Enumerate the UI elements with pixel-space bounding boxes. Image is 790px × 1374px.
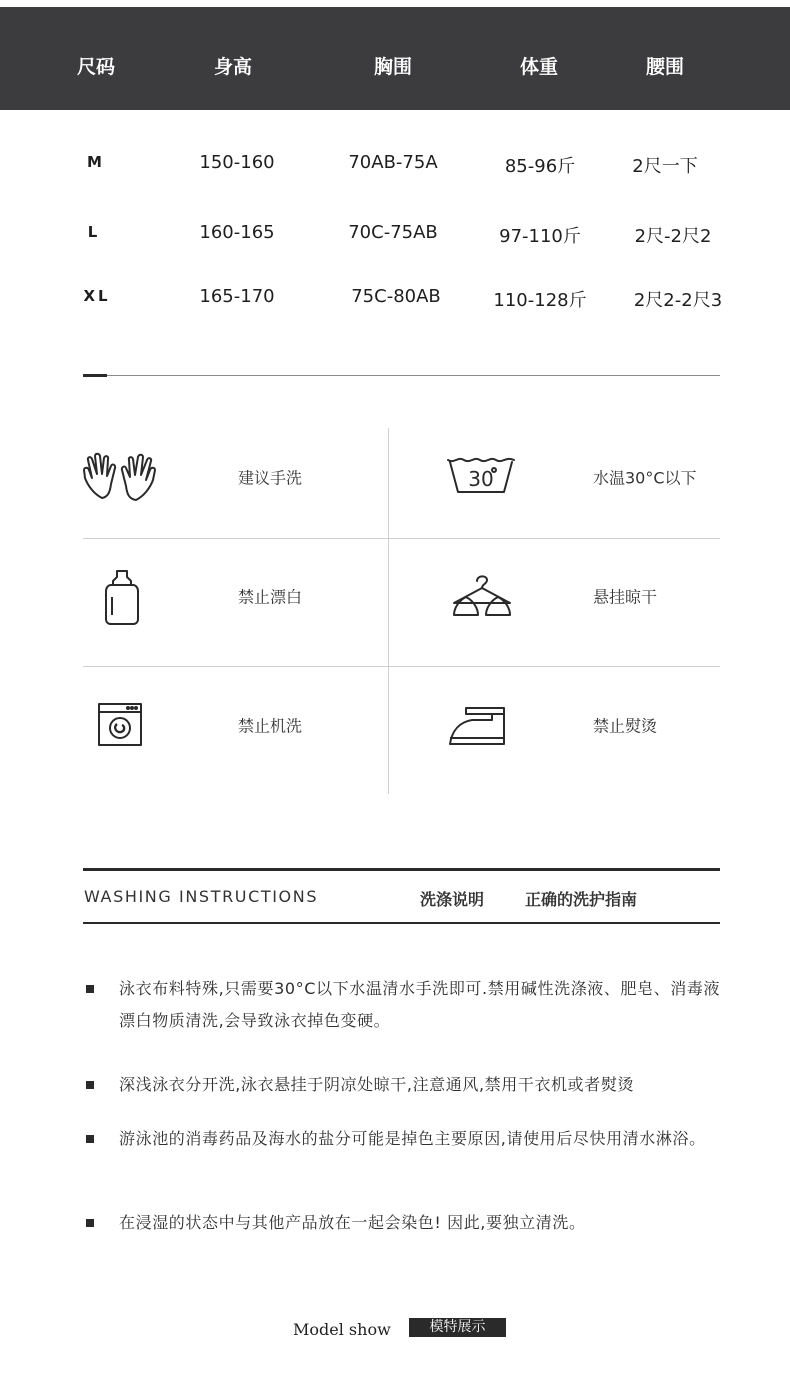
care-label-no-iron: 禁止熨烫: [593, 716, 658, 736]
header-size: 尺码: [76, 56, 116, 78]
instruction-item: 游泳池的消毒药品及海水的盐分可能是掉色主要原因,请使用后尽快用清水淋浴。: [119, 1129, 706, 1148]
no-bleach-bottle-icon: [81, 567, 161, 627]
row-xl-height: 165-170: [199, 286, 275, 307]
care-label-no-machine-wash: 禁止机洗: [238, 716, 303, 736]
header-waist: 腰围: [645, 56, 685, 78]
row-l-height: 160-165: [199, 222, 275, 243]
instruction-item: 深浅泳衣分开洗,泳衣悬挂于阴凉处晾干,注意通风,禁用干衣机或者熨烫: [119, 1075, 635, 1094]
row-xl-size: XL: [83, 287, 111, 305]
model-show-label-cn: 模特展示: [409, 1318, 506, 1337]
water-temp-30-icon: [442, 448, 522, 508]
section-divider-accent: [83, 374, 107, 377]
list-bullet: [86, 1135, 94, 1143]
row-xl-weight: 110-128斤: [493, 290, 587, 311]
washing-subtitle-cn: 正确的洗护指南: [525, 890, 638, 909]
section-divider: [83, 375, 720, 376]
water-temp-30-icon-text: 30: [468, 467, 494, 491]
row-m-height: 150-160: [199, 152, 275, 173]
care-label-hand-wash: 建议手洗: [238, 468, 303, 488]
care-grid-hline: [83, 538, 720, 539]
header-bust: 胸围: [373, 56, 413, 78]
row-m-weight: 85-96斤: [504, 156, 576, 177]
care-label-hang-dry: 悬挂晾干: [593, 587, 658, 607]
row-m-size: M: [87, 153, 105, 171]
model-show-label-en: Model show: [293, 1320, 391, 1339]
washing-title-cn: 洗涤说明: [420, 890, 485, 909]
list-bullet: [86, 1081, 94, 1089]
washing-title-en: WASHING INSTRUCTIONS: [84, 887, 319, 906]
header-height: 身高: [213, 56, 253, 78]
row-m-bust: 70AB-75A: [348, 152, 438, 173]
instruction-item: 在浸湿的状态中与其他产品放在一起会染色! 因此,要独立清洗。: [119, 1213, 586, 1232]
row-xl-bust: 75C-80AB: [351, 286, 441, 307]
header-weight: 体重: [519, 56, 559, 78]
washing-bottom-rule: [83, 922, 720, 924]
no-machine-wash-icon: [81, 696, 161, 756]
care-grid-vline: [388, 428, 389, 794]
instruction-item: 泳衣布料特殊,只需要30°C以下水温清水手洗即可.禁用碱性洗涤液、肥皂、消毒液漂白物质清洗,会导致泳衣掉色变硬。: [119, 979, 721, 1030]
no-iron-icon: [442, 696, 522, 756]
care-label-water-temp: 水温30°C以下: [593, 468, 697, 488]
row-l-weight: 97-110斤: [499, 226, 581, 247]
row-l-waist: 2尺-2尺2: [634, 226, 712, 247]
care-grid-hline: [83, 666, 720, 667]
hand-wash-icon: [80, 448, 160, 508]
list-bullet: [86, 985, 94, 993]
row-xl-waist: 2尺2-2尺3: [633, 290, 723, 311]
row-l-bust: 70C-75AB: [348, 222, 438, 243]
size-table-header: [0, 7, 790, 110]
care-label-no-bleach: 禁止漂白: [238, 587, 303, 607]
list-bullet: [86, 1219, 94, 1227]
row-l-size: L: [87, 223, 101, 241]
hang-dry-icon: [442, 567, 522, 627]
row-m-waist: 2尺一下: [632, 156, 698, 177]
washing-top-rule: [83, 868, 720, 871]
